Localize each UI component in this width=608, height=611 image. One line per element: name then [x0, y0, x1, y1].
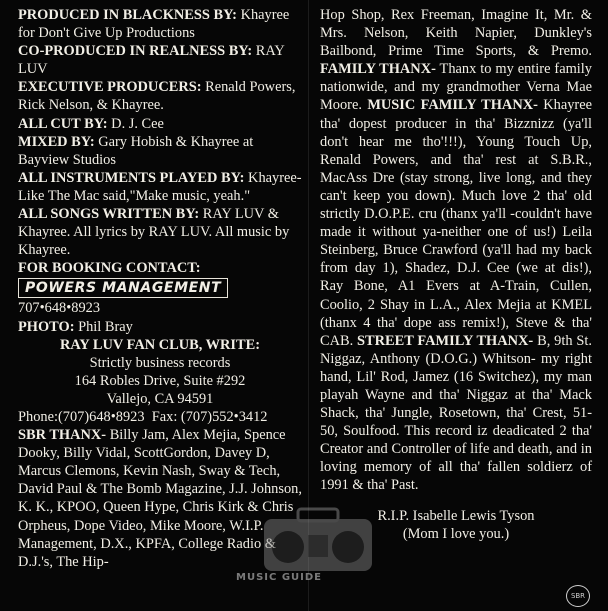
songs-label: ALL SONGS WRITTEN BY: — [18, 206, 200, 223]
mixed-label: MIXED BY: — [18, 133, 95, 150]
street-family-text: B, 9th St. Niggaz, Anthony (D.O.G.) Whitson- my right hand, Lil' Rod, Jamez (16 Switchez), my man playah Wayne and tha' Niggaz at tha' Mack Shack, tha' Jungle, Rosetown, tha' Crest, 51-50, Soulfood. This record iz deadicated 2 tha' Creator and Controller of life and death, and in loving memory of all tha' fallen soldierz of 1991 & tha' Past. — [320, 332, 592, 494]
music-family-label: MUSIC FAMILY THANX- — [367, 97, 538, 114]
cut-label: ALL CUT BY: — [18, 115, 108, 132]
powers-management-box: POWERS MANAGEMENT — [18, 278, 228, 298]
instruments-credit — [18, 169, 302, 205]
boombox-speaker-right — [332, 531, 364, 563]
exec-text: Renald Powers, Rick Nelson, & Khayree. — [18, 79, 296, 114]
photo-credit — [18, 318, 302, 336]
left-column — [18, 6, 302, 571]
cut-credit — [18, 115, 302, 133]
cut-text: D. J. Cee — [107, 115, 164, 132]
produced-credit — [18, 6, 302, 42]
sbr-label: SBR THANX- — [18, 427, 107, 444]
address-line-3: Vallejo, CA 94591 — [106, 390, 214, 407]
address-line-2: 164 Robles Drive, Suite #292 — [74, 372, 246, 389]
exec-credit — [18, 78, 302, 114]
booking-box-wrap — [18, 277, 302, 299]
instruments-text: Khayree-Like The Mac said,"Make music, yeah." — [18, 169, 302, 204]
instruments-label: ALL INSTRUMENTS PLAYED BY: — [18, 169, 245, 186]
songs-text: RAY LUV & Khayree. All lyrics by RAY LUV. All music by Khayree. — [18, 206, 290, 259]
photo-text: Phil Bray — [74, 318, 133, 335]
booking-phone: 707•648•8923 — [18, 300, 101, 317]
mixed-text: Gary Hobish & Khayree at Bayview Studios — [18, 133, 254, 168]
family-text: Thanx to my entire family nationwide, and my grandmother Verna Mae Moore. — [320, 61, 592, 114]
coproduced-credit — [18, 42, 302, 78]
rip-line: R.I.P. Isabelle Lewis Tyson — [377, 507, 535, 524]
sbr-text: Billy Jam, Alex Mejia, Spence Dooky, Billy Vidal, ScottGordon, Davey D, Marcus Clemons, Kevin Nash, Sway & Tech, David Paul & The Bomb Magazine, J.J. Johnson, K. K., KPOO, Queen Hype, Chris Kirk & Chris Orpheus, Dope Video, Mike Moore, W.I.P. Management, D.X., KPFA, College Radio & D.J.'s, The Hip- — [18, 427, 302, 570]
phone-fax: Phone:(707)648•8923 Fax: (707)552•3412 — [18, 408, 268, 425]
produced-text: Khayree for Don't Give Up Productions — [18, 7, 290, 42]
boombox-speaker-left — [272, 531, 304, 563]
watermark-text: MUSIC GUIDE — [236, 572, 322, 583]
booking-label: FOR BOOKING CONTACT: — [18, 260, 201, 277]
boombox-icon — [258, 505, 378, 577]
right-column — [320, 6, 592, 543]
produced-label: PRODUCED IN BLACKNESS BY: — [18, 7, 237, 23]
boombox-deck — [308, 535, 328, 557]
family-label: FAMILY THANX- — [320, 61, 436, 78]
mom-line: (Mom I love you.) — [402, 525, 510, 542]
thanx-paragraph — [320, 6, 592, 495]
songs-credit — [18, 205, 302, 259]
coproduced-label: CO-PRODUCED IN REALNESS BY: — [18, 43, 253, 60]
coproduced-text: RAY LUV — [18, 43, 285, 78]
fanclub-label: RAY LUV FAN CLUB, WRITE: — [59, 336, 261, 353]
photo-label: PHOTO: — [18, 318, 75, 335]
mixed-credit — [18, 133, 302, 169]
music-family-text: Khayree tha' dopest producer in tha' Bizznizz (ya'll don't hear me tho'!!!), Young Touch Up, Renald Powers, and tha' rest at S.B.R., MacAss Dre (stay strong, live long, and they can't keep you down). Much love 2 tha' old strictly D.O.P.E. cru (thanx ya'll -couldn't have made it without ya-neither one of us!) Leila Steinberg, Bruce Crawford (ya'll had my back from day 1), Shadez, D.J. Cee (we at dis!), Ray Bone, A1 Evers at A-Train, Cullen, Coolio, 2 Shay in L.A., Alex Mejia at KMEL (thanx 4 tha' dope ass remix!), Steve & tha' CAB. — [320, 97, 592, 349]
thanx-continued-text: Hop Shop, Rex Freeman, Imagine It, Mr. & Mrs. Nelson, Keith Napier, Dunkley's Bailbond, Prime Time Sports, & Premo. — [320, 7, 592, 60]
record-label-logo-icon: SBR — [566, 585, 590, 607]
street-family-label: STREET FAMILY THANX- — [357, 332, 534, 349]
exec-label: EXECUTIVE PRODUCERS: — [18, 79, 202, 96]
address-line-1: Strictly business records — [89, 354, 231, 371]
